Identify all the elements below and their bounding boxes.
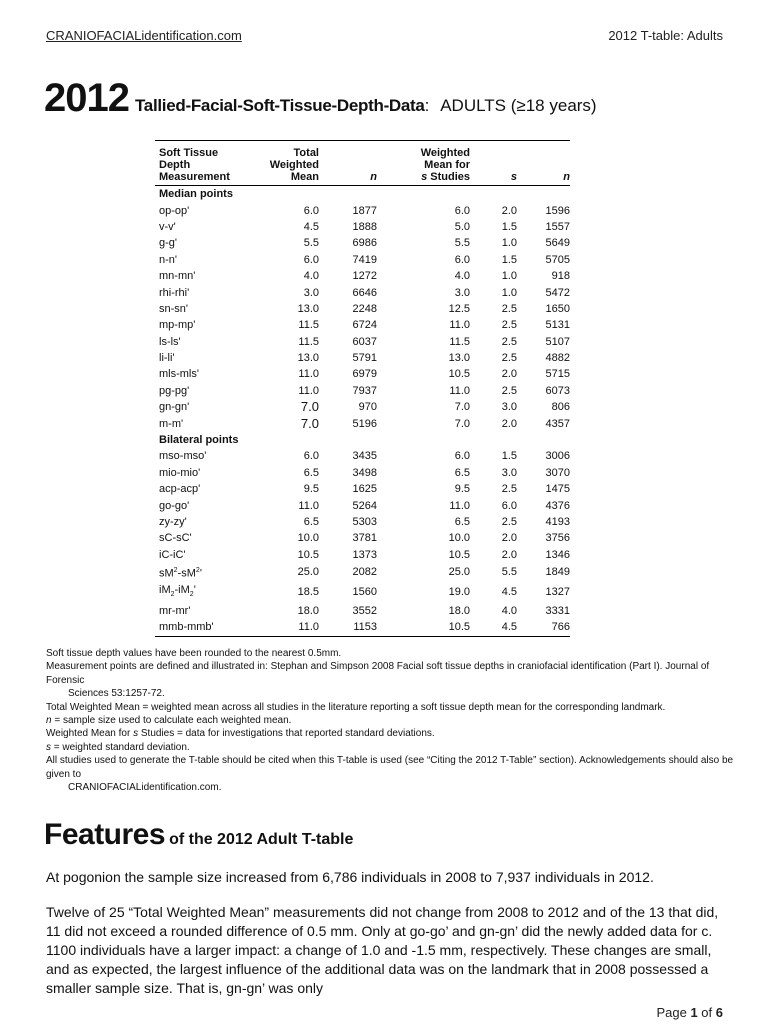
n2-cell: 1650 — [545, 302, 570, 315]
measurement-cell: li-li' — [159, 352, 175, 365]
note-n: n = sample size used to calculate each weighted mean. — [46, 715, 292, 727]
s-cell: 2.5 — [501, 335, 517, 348]
s-cell: 2.5 — [501, 483, 517, 496]
n-cell: 7937 — [352, 384, 377, 397]
note-rounding: Soft tissue depth values have been rounded to the nearest 0.5mm. — [46, 648, 342, 659]
table-row — [155, 497, 570, 513]
section-label: Median points — [159, 188, 233, 201]
s-cell: 1.5 — [501, 253, 517, 266]
s-cell: 6.0 — [501, 499, 517, 512]
weighted-mean-s-cell: 7.0 — [454, 417, 470, 430]
note-citing-cont: CRANIOFACIALidentification.com. — [68, 782, 222, 794]
weighted-mean-s-cell: 10.5 — [377, 619, 470, 636]
total-weighted-mean-cell: 13.0 — [297, 352, 319, 365]
table-row — [155, 399, 570, 415]
title-colon: : — [424, 96, 430, 115]
features-paragraph-2: Twelve of 25 “Total Weighted Mean” measurements did not change from 2008 to 2012 and of the 13 that did, 11 did not exceed a rounded difference of 0.5 mm. Only at go-go’ and gn-gn’ did the newly added data for c. 1100 individuals have a larger impact: a change of 1.0 and -1.5 mm, respectively. These changes are small, and as expected, the largest influence of the additional data was on the landmark that in 2008 possessed a smaller sample size. That is, gn-gn’ was only — [46, 904, 719, 996]
note-s: s = weighted standard deviation. — [46, 741, 190, 753]
n2-cell: 4376 — [545, 499, 570, 512]
n2-cell: 1346 — [545, 548, 570, 561]
n2-cell: 4882 — [545, 352, 570, 365]
features-paragraph-1: At pogonion the sample size increased from 6,786 individuals in 2008 to 7,937 individuals in 2012. — [46, 869, 654, 885]
measurement-cell: mio-mio' — [159, 466, 201, 479]
s-cell: 4.5 — [501, 586, 517, 599]
table-row — [155, 334, 570, 350]
weighted-mean-s-cell: 10.5 — [448, 548, 470, 561]
n2-cell: 3070 — [545, 466, 570, 479]
measurement-cell: sC-sC' — [159, 532, 192, 545]
n2-cell: 806 — [551, 401, 570, 414]
weighted-mean-s-cell: 11.0 — [449, 384, 470, 397]
measurement-cell: mp-mp' — [159, 319, 196, 332]
table-row — [155, 603, 570, 619]
note-wm-s: Weighted Mean for s Studies = data for investigations that reported standard deviations. — [46, 728, 435, 740]
total-weighted-mean-cell: 4.5 — [303, 220, 319, 233]
n2-cell: 5649 — [545, 237, 570, 250]
weighted-mean-s-cell: 6.5 — [454, 516, 470, 528]
total-weighted-mean-cell: 9.5 — [303, 483, 319, 496]
n-cell: 1877 — [352, 204, 377, 217]
total-weighted-mean-cell: 25.0 — [297, 566, 319, 579]
s-cell: 1.5 — [501, 450, 517, 463]
n-cell: 5791 — [352, 352, 377, 365]
n2-cell: 918 — [551, 270, 570, 283]
n-cell: 5196 — [352, 417, 377, 430]
n-cell: 6986 — [352, 237, 377, 250]
measurement-cell: op-op' — [159, 204, 190, 217]
n2-cell: 1557 — [545, 220, 570, 233]
n2-cell: 766 — [517, 619, 570, 636]
s-cell: 1.0 — [501, 237, 517, 250]
n2-cell: 1849 — [545, 566, 570, 579]
header-n2: n — [517, 141, 570, 186]
table-row — [155, 481, 570, 497]
table-row — [155, 252, 570, 268]
total-weighted-mean-cell: 11.0 — [298, 384, 319, 397]
table-row — [155, 465, 570, 481]
s-cell: 4.0 — [501, 605, 517, 618]
weighted-mean-s-cell: 19.0 — [448, 586, 470, 599]
s-cell: 2.0 — [501, 204, 517, 217]
n2-cell: 1475 — [545, 483, 570, 496]
measurement-cell: $iM_2-iM_2'$ — [159, 583, 196, 598]
table-row — [155, 301, 570, 317]
measurement-cell: mso-mso' — [159, 450, 207, 463]
n-cell: 1373 — [352, 548, 377, 561]
measurement-cell: pg-pg' — [159, 384, 190, 397]
total-weighted-mean-cell: 6.5 — [303, 516, 319, 528]
weighted-mean-s-cell: 3.0 — [454, 286, 470, 299]
measurement-cell: ls-ls' — [159, 335, 181, 348]
s-cell: 2.0 — [501, 368, 517, 381]
table-row — [155, 448, 570, 464]
table-header-row — [155, 141, 570, 186]
s-cell: 3.0 — [501, 466, 517, 479]
header-weighted-mean-s: Weighted Mean for s Studies — [377, 141, 470, 186]
total-weighted-mean-cell: 11.0 — [298, 368, 319, 381]
table-row — [155, 268, 570, 284]
s-cell: 1.0 — [501, 270, 517, 283]
weighted-mean-s-cell: 10.5 — [448, 368, 470, 381]
n2-cell: 5715 — [545, 368, 570, 381]
s-cell: 3.0 — [501, 401, 517, 414]
total-weighted-mean-cell: 11.5 — [298, 319, 319, 332]
n-cell: 5303 — [352, 516, 377, 528]
page-footer: Page 1 of 6 — [656, 1005, 723, 1020]
total-weighted-mean-cell: 6.0 — [303, 450, 319, 463]
weighted-mean-s-cell: 6.0 — [454, 253, 470, 266]
measurement-cell: mr-mr' — [159, 605, 191, 618]
measurement-cell: gn-gn' — [159, 401, 190, 414]
s-cell: 2.0 — [501, 417, 517, 430]
measurement-cell: acp-acp' — [159, 483, 201, 496]
features-heading-big: Features — [44, 818, 166, 851]
note-citing: All studies used to generate the T-table should be cited when this T-table is used (see “Citing the 2012 T-Table” section). Acknowledgements should also be given to — [46, 755, 734, 780]
n-cell: 5264 — [352, 499, 377, 512]
header-s: s — [470, 141, 517, 186]
site-link[interactable]: CRANIOFACIALidentification.com — [46, 28, 242, 43]
total-weighted-mean-cell: 13.0 — [297, 302, 319, 315]
n-cell: 3435 — [352, 450, 377, 463]
s-cell: 5.5 — [501, 566, 517, 579]
section-bilateral-points — [155, 432, 570, 448]
weighted-mean-s-cell: 9.5 — [454, 483, 470, 496]
weighted-mean-s-cell: 11.5 — [449, 335, 470, 348]
note-twm: Total Weighted Mean = weighted mean across all studies in the literature reporting a soft tissue depth mean for the corresponding landmark. — [46, 701, 666, 713]
total-weighted-mean-cell: 11.0 — [247, 619, 319, 636]
total-weighted-mean-cell: 7.0 — [300, 399, 319, 415]
s-cell: 2.5 — [501, 352, 517, 365]
s-cell: 2.5 — [501, 384, 517, 397]
table-row — [155, 366, 570, 382]
table-row — [155, 235, 570, 251]
features-heading-small: of the 2012 Adult T-table — [169, 831, 354, 848]
measurement-cell: sn-sn' — [159, 302, 188, 315]
total-weighted-mean-cell: 5.5 — [303, 237, 319, 250]
measurement-cell: zy-zy' — [159, 516, 187, 528]
n-cell: 2082 — [352, 566, 377, 579]
table-row — [155, 219, 570, 235]
n-cell: 6037 — [352, 335, 377, 348]
n-cell: 1888 — [352, 220, 377, 233]
measurement-cell: go-go' — [159, 499, 190, 512]
s-cell: 4.5 — [470, 619, 517, 636]
n2-cell: 5705 — [545, 253, 570, 266]
total-weighted-mean-cell: 11.0 — [298, 499, 319, 512]
weighted-mean-s-cell: 18.0 — [448, 605, 470, 618]
table-row — [155, 415, 570, 431]
s-cell: 2.5 — [501, 319, 517, 332]
table-row — [155, 317, 570, 333]
measurement-cell: mn-mn' — [159, 270, 196, 283]
title-year: 2012 — [44, 76, 129, 120]
n2-cell: 3331 — [545, 605, 570, 618]
table-row — [155, 547, 570, 563]
n-cell: 970 — [358, 401, 377, 414]
n2-cell: 5472 — [545, 286, 570, 299]
section-label: Bilateral points — [159, 434, 239, 447]
weighted-mean-s-cell: 6.5 — [454, 466, 470, 479]
n2-cell: 5107 — [545, 335, 570, 348]
header-measurement: Soft Tissue Depth Measurement — [155, 141, 247, 186]
weighted-mean-s-cell: 11.0 — [449, 499, 470, 512]
table-row — [155, 284, 570, 300]
weighted-mean-s-cell: 5.5 — [454, 237, 470, 250]
title-sub: ADULTS (≥18 years) — [440, 96, 597, 115]
weighted-mean-s-cell: 4.0 — [454, 270, 470, 283]
page-title — [44, 76, 597, 121]
n-cell: 1625 — [352, 483, 377, 496]
total-weighted-mean-cell: 7.0 — [300, 415, 319, 431]
n-cell: 6724 — [352, 319, 377, 332]
weighted-mean-s-cell: 12.5 — [448, 302, 470, 315]
measurement-cell: v-v' — [159, 220, 176, 233]
s-cell: 1.0 — [501, 286, 517, 299]
n-cell: 1272 — [352, 270, 377, 283]
measurement-cell: $sM^2-sM^2'$ — [159, 566, 202, 580]
n2-cell: 3006 — [545, 450, 570, 463]
note-points: Measurement points are defined and illustrated in: Stephan and Simpson 2008 Facial soft tissue depths in craniofacial identification (Part I). Journal of Forensic — [46, 661, 710, 686]
n-cell: 6979 — [352, 368, 377, 381]
table-row — [155, 563, 570, 582]
total-weighted-mean-cell: 6.5 — [303, 466, 319, 479]
table-row — [155, 350, 570, 366]
weighted-mean-s-cell: 5.0 — [454, 220, 470, 233]
total-weighted-mean-cell: 6.0 — [303, 204, 319, 217]
header-total-weighted-mean: Total Weighted Mean — [247, 141, 319, 186]
total-weighted-mean-cell: 18.0 — [297, 605, 319, 618]
total-weighted-mean-cell: 10.0 — [297, 532, 319, 545]
measurement-cell: mmb-mmb' — [155, 619, 247, 636]
note-points-cont: Sciences 53:1257-72. — [68, 688, 165, 700]
table-row — [155, 202, 570, 218]
total-weighted-mean-cell: 10.5 — [297, 548, 319, 561]
doc-header-title: 2012 T-table: Adults — [608, 28, 723, 43]
s-cell: 2.0 — [501, 548, 517, 561]
measurement-cell: mls-mls' — [159, 368, 199, 381]
n-cell: 2248 — [352, 302, 377, 315]
table-row — [155, 383, 570, 399]
n-cell: 1153 — [319, 619, 377, 636]
weighted-mean-s-cell: 25.0 — [448, 566, 470, 579]
n2-cell: 4193 — [545, 516, 570, 528]
features-heading — [44, 818, 353, 852]
s-cell: 2.5 — [501, 516, 517, 528]
table-notes — [46, 647, 736, 794]
title-main: Tallied-Facial-Soft-Tissue-Depth-Data — [134, 96, 425, 115]
n2-cell: 1596 — [545, 204, 570, 217]
table-row — [155, 619, 570, 636]
t-table — [155, 140, 570, 637]
n-cell: 6646 — [352, 286, 377, 299]
n-cell: 7419 — [352, 253, 377, 266]
weighted-mean-s-cell: 7.0 — [454, 401, 470, 414]
total-weighted-mean-cell: 11.5 — [298, 335, 319, 348]
weighted-mean-s-cell: 6.0 — [454, 450, 470, 463]
section-median-points — [155, 186, 570, 203]
n-cell: 3781 — [352, 532, 377, 545]
n-cell: 3498 — [352, 466, 377, 479]
total-weighted-mean-cell: 3.0 — [303, 286, 319, 299]
n2-cell: 1327 — [545, 586, 570, 599]
table-row — [155, 530, 570, 546]
measurement-cell: iC-iC' — [159, 548, 186, 561]
n-cell: 3552 — [352, 605, 377, 618]
weighted-mean-s-cell: 13.0 — [448, 352, 470, 365]
header-n: n — [319, 141, 377, 186]
n2-cell: 5131 — [545, 319, 570, 332]
weighted-mean-s-cell: 10.0 — [448, 532, 470, 545]
total-weighted-mean-cell: 18.5 — [297, 586, 319, 599]
n2-cell: 4357 — [545, 417, 570, 430]
measurement-cell: rhi-rhi' — [159, 286, 190, 299]
s-cell: 2.5 — [501, 302, 517, 315]
table-row — [155, 514, 570, 530]
n2-cell: 6073 — [545, 384, 570, 397]
measurement-cell: n-n' — [159, 253, 177, 266]
table-row — [155, 582, 570, 603]
total-weighted-mean-cell: 6.0 — [303, 253, 319, 266]
s-cell: 1.5 — [501, 220, 517, 233]
measurement-cell: g-g' — [159, 237, 177, 250]
n-cell: 1560 — [352, 586, 377, 599]
n2-cell: 3756 — [545, 532, 570, 545]
measurement-cell: m-m' — [159, 417, 184, 430]
total-weighted-mean-cell: 4.0 — [303, 270, 319, 283]
s-cell: 2.0 — [501, 532, 517, 545]
weighted-mean-s-cell: 11.0 — [449, 319, 470, 332]
weighted-mean-s-cell: 6.0 — [454, 204, 470, 217]
